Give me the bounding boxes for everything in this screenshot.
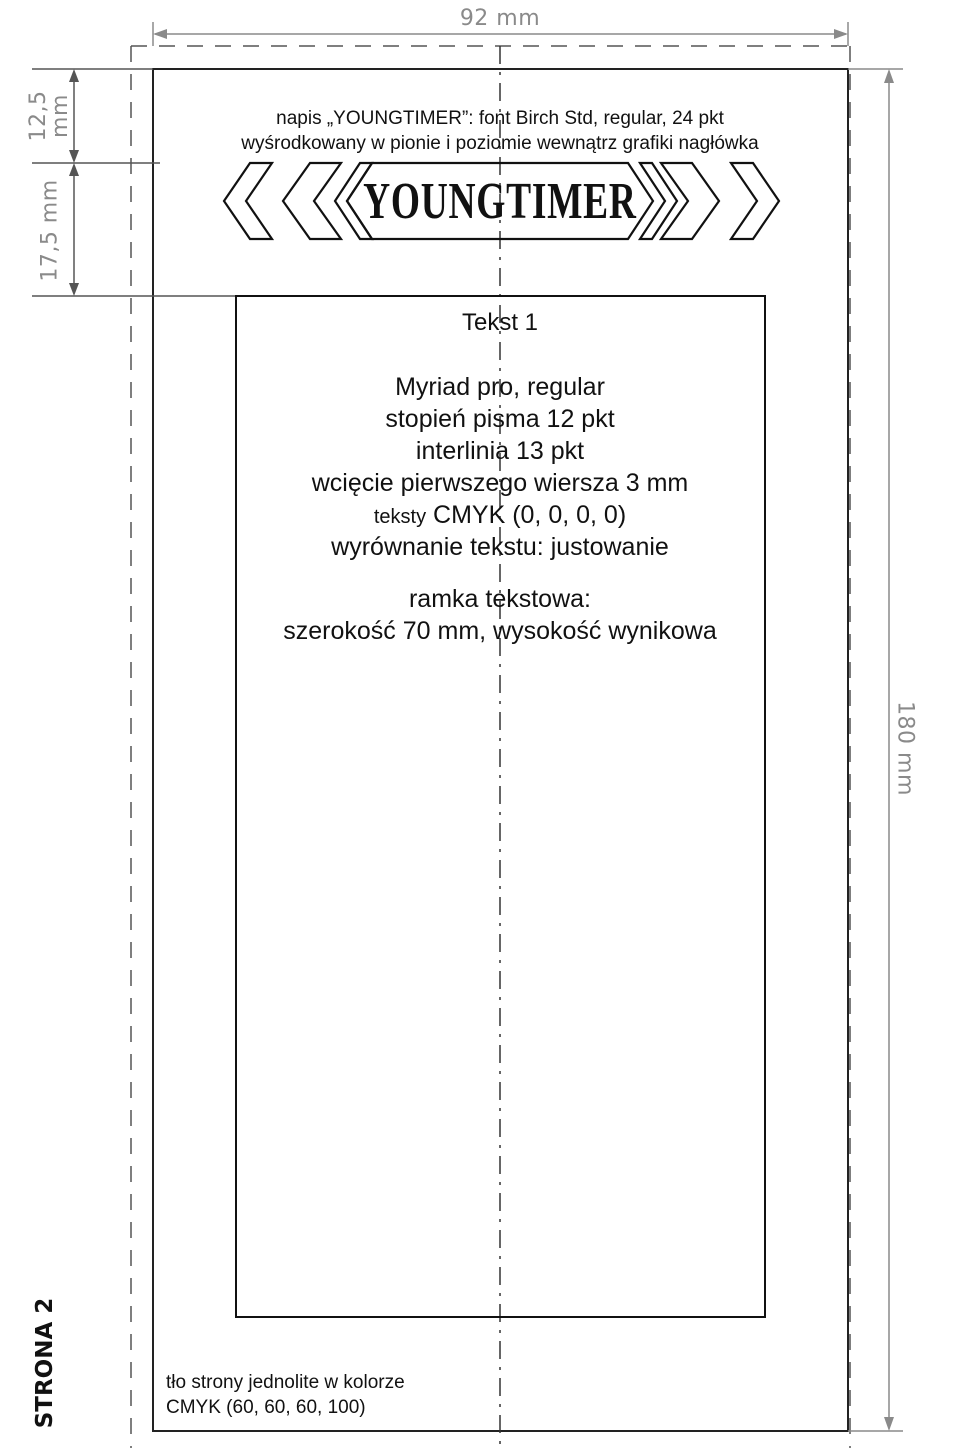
width-label: 92 mm	[459, 6, 541, 31]
background-note-line2: CMYK (60, 60, 60, 100)	[166, 1397, 366, 1418]
spec-line-align: wyrównanie tekstu: justowanie	[331, 533, 669, 561]
spec-line-font: Myriad pro, regular	[395, 373, 605, 401]
chevron-right-middle	[661, 163, 719, 239]
top-margin-label-line1: 12,5	[26, 90, 51, 142]
logo-text-wrapper	[347, 168, 653, 234]
background-note-line1: tło strony jednolite w kolorze	[166, 1372, 405, 1393]
header-instruction-line2: wyśrodkowany w pionie i poziomie wewnątrz grafiki nagłówka	[241, 133, 759, 154]
spec-line-indent: wcięcie pierwszego wiersza 3 mm	[311, 469, 689, 497]
chevron-right-outer	[731, 163, 779, 239]
color-prefix: teksty	[373, 506, 427, 528]
frame-title: Tekst 1	[461, 309, 539, 336]
top-margin-label-line2: mm	[48, 94, 73, 138]
header-height-label: 17,5 mm	[37, 179, 63, 282]
chevron-left-outer	[224, 163, 272, 239]
chevron-left-middle	[283, 163, 341, 239]
logo-text: YOUNGTIMER	[363, 172, 637, 230]
spec-line-size: stopień pisma 12 pkt	[385, 405, 615, 433]
page-label: STRONA 2	[32, 1297, 58, 1429]
header-instruction-line1: napis „YOUNGTIMER”: font Birch Std, regular, 24 pkt	[276, 108, 724, 129]
bleed-outline	[131, 46, 850, 1448]
background-note	[166, 1370, 405, 1420]
color-value: CMYK (0, 0, 0, 0)	[433, 501, 627, 529]
spec-line-color	[235, 499, 765, 533]
height-label: 180 mm	[892, 701, 918, 796]
frame-spec-line1: ramka tekstowa:	[408, 585, 591, 613]
spec-line-leading: interlinia 13 pkt	[415, 437, 585, 465]
frame-spec-line2: szerokość 70 mm, wysokość wynikowa	[283, 617, 717, 645]
